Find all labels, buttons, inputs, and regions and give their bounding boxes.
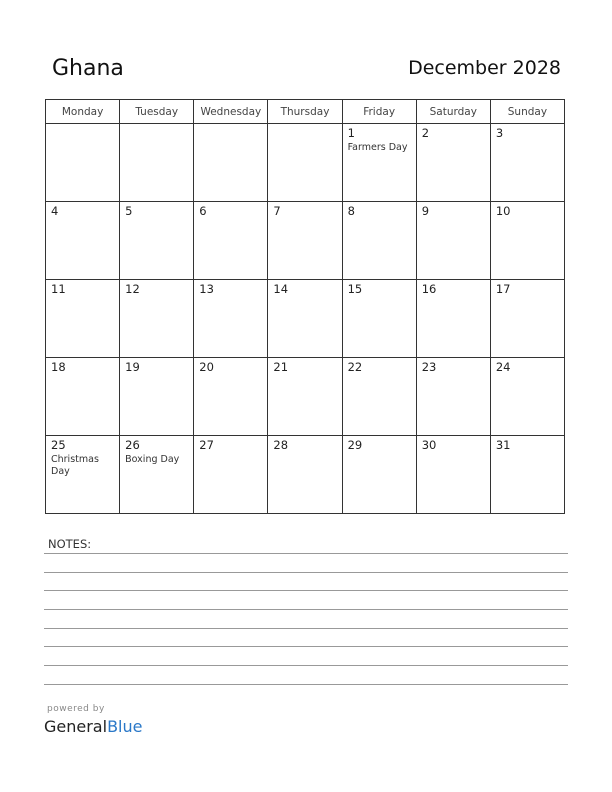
brand-name-main: General (44, 717, 108, 736)
note-line (44, 628, 568, 629)
note-line (44, 590, 568, 591)
day-number: 17 (495, 282, 511, 296)
weekday-friday: Friday (342, 100, 416, 124)
note-line (44, 646, 568, 647)
day-cell (46, 124, 120, 202)
day-number: 19 (125, 360, 140, 374)
note-line (44, 609, 568, 610)
day-cell (194, 358, 268, 436)
day-cell (46, 280, 120, 358)
day-cell (342, 124, 416, 202)
day-cell (268, 280, 342, 358)
day-cell (342, 358, 416, 436)
day-cell (416, 124, 490, 202)
month-title: December 2028 (408, 57, 561, 79)
day-number: 12 (125, 282, 140, 296)
day-cell (490, 358, 564, 436)
day-cell (490, 124, 564, 202)
day-cell (120, 358, 194, 436)
weekday-monday: Monday (46, 100, 120, 124)
day-cell (120, 202, 194, 280)
day-cell (46, 358, 120, 436)
brand-logo (44, 717, 142, 736)
day-number: 18 (51, 360, 66, 374)
day-cell (194, 436, 268, 514)
calendar-grid (45, 99, 565, 514)
day-number: 7 (273, 204, 281, 218)
day-cell (416, 436, 490, 514)
weekday-tuesday: Tuesday (120, 100, 194, 124)
day-number: 15 (347, 282, 363, 296)
day-number: 2 (421, 126, 430, 140)
powered-by-text: powered by (47, 704, 105, 714)
day-number: 21 (273, 360, 289, 374)
day-number: 30 (421, 438, 437, 452)
day-number: 31 (495, 438, 511, 452)
day-cell (194, 202, 268, 280)
day-number: 23 (421, 360, 437, 374)
country-title: Ghana (52, 56, 124, 81)
day-cell (490, 280, 564, 358)
day-number: 11 (51, 282, 66, 296)
day-cell (342, 280, 416, 358)
day-cell (342, 202, 416, 280)
day-number: 14 (273, 282, 289, 296)
day-number: 29 (347, 438, 363, 452)
day-cell (490, 436, 564, 514)
note-line (44, 684, 568, 685)
weekday-saturday: Saturday (416, 100, 490, 124)
day-cell (46, 202, 120, 280)
day-number: 26 (125, 438, 140, 452)
day-number: 24 (495, 360, 511, 374)
holiday-label: Christmas Day (51, 454, 99, 477)
week-row (46, 436, 565, 514)
week-row (46, 124, 565, 202)
day-cell (416, 202, 490, 280)
week-row (46, 358, 565, 436)
day-number: 9 (421, 204, 430, 218)
weekday-header-row (46, 100, 565, 124)
day-cell (194, 280, 268, 358)
day-cell (120, 280, 194, 358)
day-number: 5 (125, 204, 133, 218)
day-number: 22 (347, 360, 363, 374)
day-cell (268, 436, 342, 514)
day-cell (194, 124, 268, 202)
day-cell (268, 124, 342, 202)
day-number: 25 (51, 438, 66, 452)
day-number: 16 (421, 282, 437, 296)
day-number: 13 (199, 282, 214, 296)
day-cell (46, 436, 120, 514)
day-cell (416, 358, 490, 436)
weekday-sunday: Sunday (490, 100, 564, 124)
note-line (44, 553, 568, 554)
day-cell (342, 436, 416, 514)
notes-label: NOTES: (48, 537, 92, 551)
weekday-thursday: Thursday (268, 100, 342, 124)
day-number: 20 (199, 360, 214, 374)
holiday-label: Farmers Day (347, 142, 408, 153)
brand-name-accent: Blue (107, 717, 143, 736)
day-cell (120, 436, 194, 514)
note-line (44, 665, 568, 666)
day-cell (416, 280, 490, 358)
day-number: 28 (273, 438, 289, 452)
day-cell (268, 358, 342, 436)
day-number: 1 (347, 126, 355, 140)
weekday-wednesday: Wednesday (194, 100, 268, 124)
week-row (46, 280, 565, 358)
day-number: 3 (495, 126, 504, 140)
day-cell (490, 202, 564, 280)
day-number: 4 (51, 204, 59, 218)
day-number: 27 (199, 438, 214, 452)
day-number: 10 (495, 204, 511, 218)
day-number: 6 (199, 204, 207, 218)
note-line (44, 572, 568, 573)
day-cell (268, 202, 342, 280)
day-cell (120, 124, 194, 202)
week-row (46, 202, 565, 280)
day-number: 8 (347, 204, 355, 218)
holiday-label: Boxing Day (125, 454, 180, 465)
